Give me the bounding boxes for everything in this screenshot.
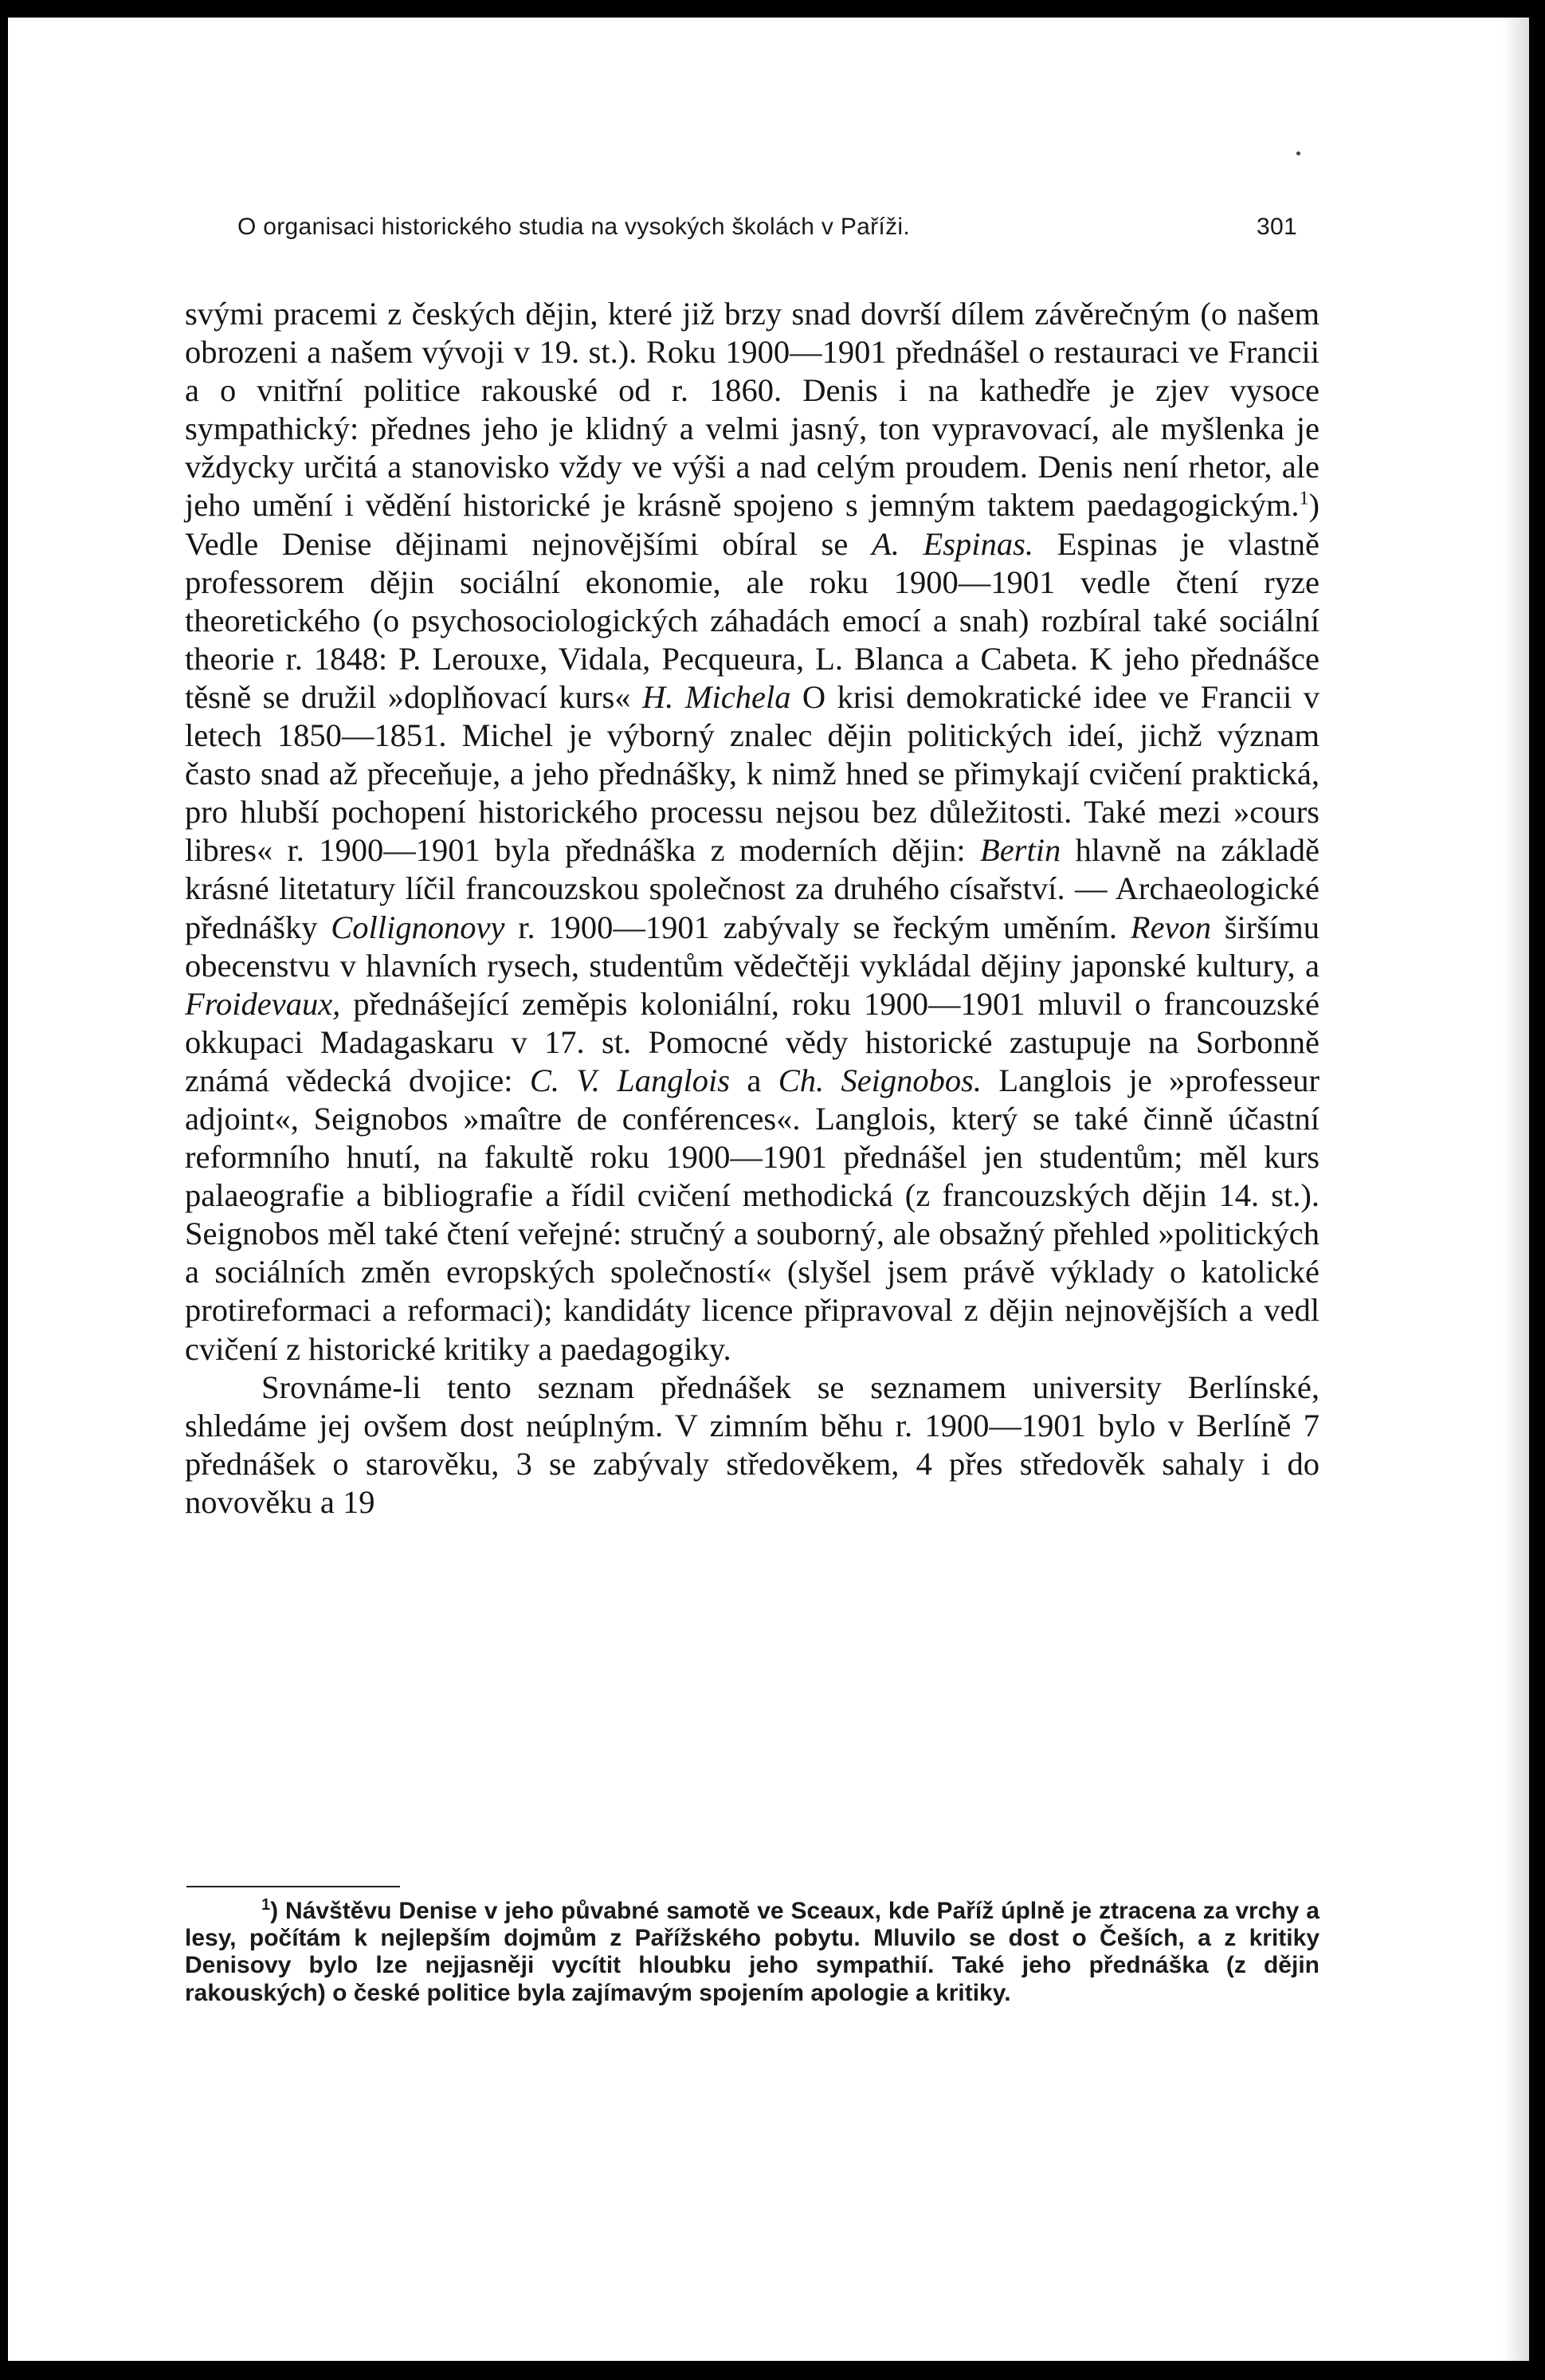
text-segment: Espinas je vlastně professorem dějin sociální ekonomie, ale roku 1900—1901 vedle čtení ryze theoretického (o psychosociologických záhadách emocí a snah) rozbíral také sociální theorie r. 1848: P. Lerouxe, Vidala, Pecqueura, L. Blanca a Cabeta. K jeho přednášce těsně se družil »doplňovací kurs« <box>185 525 1320 715</box>
running-title: O organisaci historického studia na vysokých školách v Paříži. <box>237 214 910 240</box>
text-segment: Langlois je »professeur adjoint«, Seignobos »maître de conférences«. Langlois, který se také činně účastní reformního hnutí, na fakultě roku 1900—1901 přednášel jen studentům; měl kurs palaeografie a bibliografie a řídil cvičení methodická (z francouzských dějin 14. st.). Seignobos měl také čtení veřejné: stručný a souborný, ale obsažný přehled »politických a sociálních změn evropských společností« (slyšel jsem právě výklady o katolické protireformaci a reformaci); kandidáty licence připravoval z dějin nejnovějších a vedl cvičení z historické kritiky a paedagogiky. <box>185 1062 1320 1367</box>
text-segment: hlavně na základě krásné litetatury líčil francouzskou společnost za druhého císařství. — Archaeologické přednášky <box>185 832 1320 945</box>
text-segment: ) Vedle Denise dějinami nejnovějšími obíral se <box>185 487 1320 562</box>
italic-name: C. V. Langlois <box>529 1062 731 1098</box>
text-segment: O krisi demokratické idee ve Francii v letech 1850—1851. Michel je výborný znalec dějin politických ideí, jichž význam často snad až přeceňuje, a jeho přednášky, k nimž hned se přimykají cvičení praktická, pro hlubší pochopení historického processu nejsou bez důležitosti. Také mezi »cours libres« r. 1900—1901 byla přednáška z moderních dějin: <box>185 678 1320 869</box>
scan-speck <box>1296 151 1300 155</box>
italic-name: Bertin <box>979 832 1061 869</box>
italic-name: Revon <box>1130 909 1211 945</box>
page-number: 301 <box>1257 214 1297 240</box>
footnote-text: ) Návštěvu Denise v jeho půvabné samotě ve Sceaux, kde Paříž úplně je ztracena za vrchy a lesy, počítám k nejlepším dojmům z Pařížského pobytu. Mluvilo se dost o Češích, a z kritiky Denisovy bylo lze nejjasněji vycítit hloubku jeho sympathií. Také jeho přednáška (z dějin rakouských) o české politice byla zajímavým spojením apologie a kritiky. <box>185 1898 1320 2006</box>
text-segment: širšímu obecenstvu v hlavních rysech, studentům vědečtěji vykládal dějiny japonské kultury, a <box>185 909 1320 984</box>
paragraph <box>185 1369 1320 1522</box>
main-text <box>185 295 1320 1522</box>
footnote-reference: 1 <box>1299 488 1309 509</box>
footnote-marker: 1 <box>261 1896 271 1914</box>
text-segment: r. 1900—1901 zabývaly se řeckým uměním. <box>504 909 1131 945</box>
footnote <box>185 1891 1320 2007</box>
footnote-rule <box>186 1886 400 1887</box>
text-segment: svými pracemi z českých dějin, které již brzy snad dovrší dílem závěrečným (o našem obrozeni a našem vývoji v 19. st.). Roku 1900—1901 přednášel o restauraci ve Francii a o vnitřní politice rakouské od r. 1860. Denis i na kathedře je zjev vysoce sympathický: přednes jeho je klidný a velmi jasný, ton vypravovací, ale myšlenka je vždycky určitá a stanovisko vždy ve výši a nad celým proudem. Denis není rhetor, ale jeho umění i vědění historické je krásně spojeno s jemným taktem paedagogickým. <box>185 296 1320 524</box>
paragraph <box>185 295 1320 1369</box>
page-edge-shadow <box>1502 18 1529 2361</box>
italic-name: A. Espinas. <box>872 525 1033 562</box>
italic-name: Ch. Seignobos. <box>778 1062 982 1098</box>
text-segment: přednášející zeměpis koloniální, roku 1900—1901 mluvil o francouzské okkupaci Madagaskaru v 17. st. Pomocné vědy historické zastupuje na Sorbonně známá vědecká dvojice: <box>185 985 1320 1098</box>
italic-name: H. Michela <box>641 678 791 715</box>
italic-name: Froidevaux, <box>185 985 341 1022</box>
text-segment: Srovnáme-li tento seznam přednášek se seznamem university Berlínské, shledáme jej ovšem dost neúplným. V zimním běhu r. 1900—1901 bylo v Berlíně 7 přednášek o starověku, 3 se zabývaly středověkem, 4 přes středověk sahaly i do novověku a 19 <box>185 1369 1320 1520</box>
italic-name: Collignonovy <box>331 909 505 945</box>
text-segment: a <box>730 1062 778 1098</box>
